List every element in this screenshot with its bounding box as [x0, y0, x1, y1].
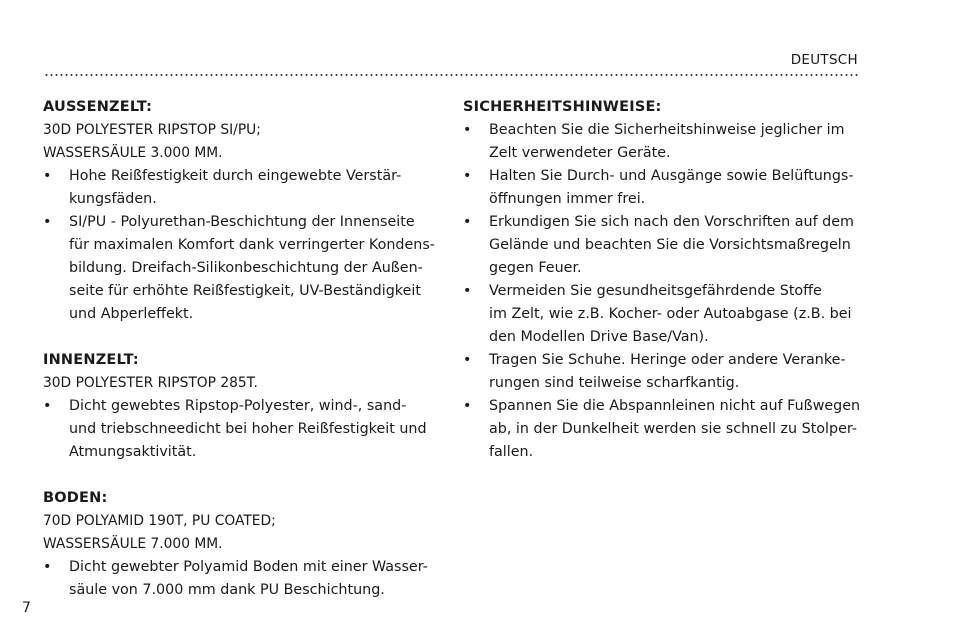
- bullet-icon: •: [463, 214, 472, 230]
- section-heading: INNENZELT:: [43, 352, 139, 368]
- bullet-list: [43, 165, 439, 326]
- spec-line: WASSERSÄULE 7.000 MM.: [43, 536, 223, 552]
- list-item-text: Halten Sie Durch- und Ausgänge sowie Belüftungs- öffnungen immer frei.: [489, 168, 854, 207]
- list-item: [463, 280, 863, 349]
- section-heading: BODEN:: [43, 490, 108, 506]
- list-item: [43, 165, 439, 211]
- spec-line: 30D POLYESTER RIPSTOP SI/PU;: [43, 122, 261, 138]
- bullet-list: [43, 395, 439, 464]
- list-item: [43, 211, 439, 326]
- list-item-text: Tragen Sie Schuhe. Heringe oder andere Veranke- rungen sind teilweise scharfkantig.: [489, 352, 846, 391]
- bullet-icon: •: [463, 398, 472, 414]
- list-item-text: Dicht gewebtes Ripstop-Polyester, wind-, sand- und triebschneedicht bei hoher Reißfestigkeit und Atmungsaktivität.: [69, 398, 427, 460]
- list-item: [463, 119, 863, 165]
- section-aussenzelt: [43, 96, 439, 326]
- bullet-icon: •: [43, 559, 52, 575]
- list-item-text: Dicht gewebter Polyamid Boden mit einer Wasser- säule von 7.000 mm dank PU Beschichtung.: [69, 559, 428, 598]
- bullet-icon: •: [463, 283, 472, 299]
- bullet-list: [463, 119, 863, 464]
- bullet-list: [43, 556, 439, 602]
- list-item-text: Beachten Sie die Sicherheitshinweise jeglicher im Zelt verwendeter Geräte.: [489, 122, 845, 161]
- bullet-icon: •: [43, 214, 52, 230]
- list-item-text: Hohe Reißfestigkeit durch eingewebte Verstär- kungsfäden.: [69, 168, 402, 207]
- left-column: [43, 96, 439, 625]
- section-sicherheitshinweise: [463, 96, 863, 464]
- list-item: [463, 349, 863, 395]
- list-item: [43, 556, 439, 602]
- list-item: [463, 165, 863, 211]
- page-number: 7: [22, 600, 31, 616]
- section-heading: AUSSENZELT:: [43, 99, 153, 115]
- section-heading: SICHERHEITSHINWEISE:: [463, 99, 662, 115]
- spec-line: 30D POLYESTER RIPSTOP 285T.: [43, 375, 258, 391]
- right-column: [463, 96, 863, 487]
- section-innenzelt: [43, 349, 439, 464]
- bullet-icon: •: [463, 168, 472, 184]
- list-item: [463, 395, 863, 464]
- dotted-divider: [44, 74, 858, 76]
- section-boden: [43, 487, 439, 602]
- bullet-icon: •: [463, 352, 472, 368]
- bullet-icon: •: [43, 168, 52, 184]
- list-item: [463, 211, 863, 280]
- bullet-icon: •: [43, 398, 52, 414]
- list-item-text: Vermeiden Sie gesundheitsgefährdende Stoffe im Zelt, wie z.B. Kocher- oder Autoabgase (z.B. bei den Modellen Drive Base/Van).: [489, 283, 852, 345]
- list-item-text: Erkundigen Sie sich nach den Vorschriften auf dem Gelände und beachten Sie die Vorsichtsmaßregeln gegen Feuer.: [489, 214, 854, 276]
- list-item-text: Spannen Sie die Abspannleinen nicht auf Fußwegen ab, in der Dunkelheit werden sie schnell zu Stolper- fallen.: [489, 398, 861, 460]
- spec-line: 70D POLYAMID 190T, PU COATED;: [43, 513, 276, 529]
- language-label: DEUTSCH: [790, 52, 858, 68]
- list-item: [43, 395, 439, 464]
- bullet-icon: •: [463, 122, 472, 138]
- list-item-text: SI/PU - Polyurethan-Beschichtung der Innenseite für maximalen Komfort dank verringerter Kondens- bildung. Dreifach-Silikonbeschichtung der Außen- seite für erhöhte Reißfestigkeit, UV-Beständigkeit und Abperleffekt.: [69, 214, 435, 322]
- spec-line: WASSERSÄULE 3.000 MM.: [43, 145, 223, 161]
